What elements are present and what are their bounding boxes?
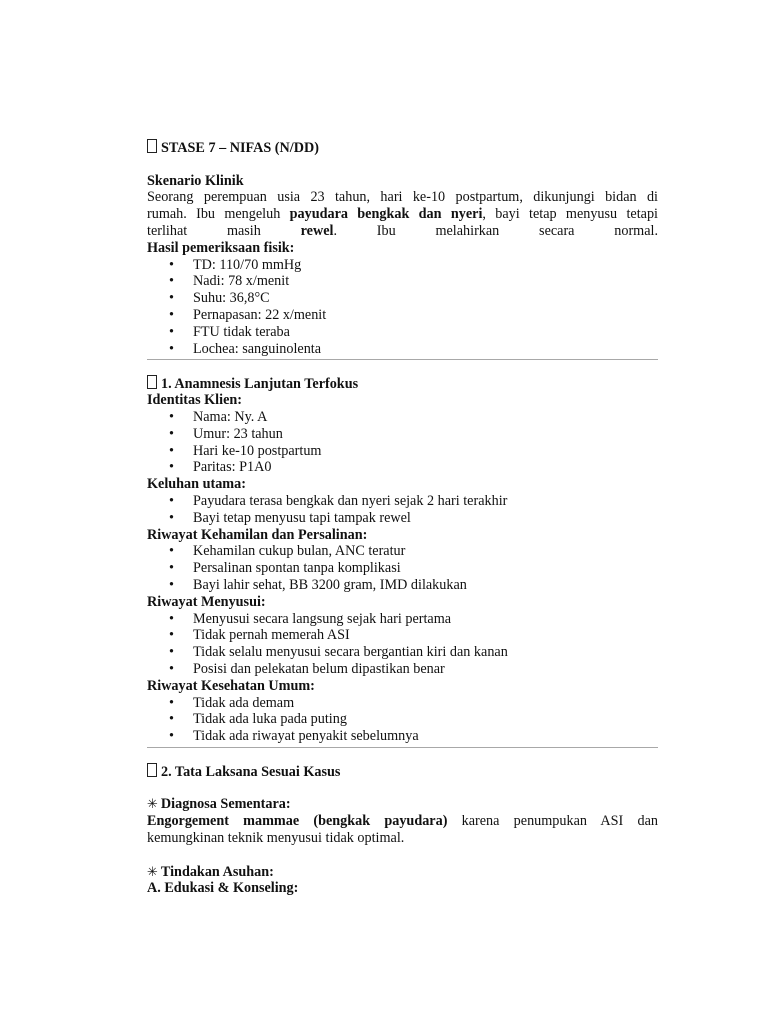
exam-heading: Hasil pemeriksaan fisik: [147,239,295,256]
checkbox-icon [147,375,157,389]
list-item: • Nama: Ny. A [169,408,268,425]
list-item: • Persalinan spontan tanpa komplikasi [169,560,401,577]
list-item: • Suhu: 36,8°C [169,290,270,307]
scenario-heading: Skenario Klinik [147,172,244,189]
list-item: • Umur: 23 tahun [169,425,283,442]
bullet-icon: • [169,644,174,661]
bullet-icon: • [169,492,174,509]
list-item: • Kehamilan cukup bulan, ANC teratur [169,543,406,560]
list-item: • TD: 110/70 mmHg [169,256,302,273]
section2-title: 2. Tata Laksana Sesuai Kasus [147,763,658,780]
scenario-line-1: Seorang perempuan usia 23 tahun, hari ke-10 postpartum, dikunjungi bidan di [147,189,658,206]
bullet-icon: • [169,728,174,745]
list-item: • Nadi: 78 x/menit [169,273,290,290]
bullet-icon: • [169,459,174,476]
asterisk-icon: ✳ [147,797,158,813]
diagnosis-line-2: kemungkinan teknik menyusui tidak optimal. [147,830,405,847]
list-item: • Bayi tetap menyusu tapi tampak rewel [169,509,411,526]
list-item: • Tidak selalu menyusui secara bergantian kiri dan kanan [169,644,508,661]
bullet-icon: • [169,660,174,677]
list-item: • Menyusui secara langsung sejak hari pertama [169,610,452,627]
diagnosis-heading: ✳ Diagnosa Sementara: [147,796,291,813]
scenario-line-3: terlihat masih rewel. Ibu melahirkan secara normal. [147,222,658,239]
bullet-icon: • [169,425,174,442]
list-item: • Hari ke-10 postpartum [169,442,322,459]
list-item: • Posisi dan pelekatan belum dipastikan benar [169,660,445,677]
checkbox-icon [147,139,157,153]
subsection-a-heading: A. Edukasi & Konseling: [147,880,299,897]
complaint-list [147,493,658,527]
identity-list [147,409,658,476]
bullet-icon: • [169,576,174,593]
bullet-icon: • [169,273,174,290]
bullet-icon: • [169,408,174,425]
bullet-icon: • [169,290,174,307]
group-heading: Keluhan utama: [147,476,246,493]
exam-list [147,257,658,358]
bullet-icon: • [169,560,174,577]
group-heading: Identitas Klien: [147,392,242,409]
group-heading: Riwayat Kesehatan Umum: [147,677,315,694]
list-item: • Lochea: sanguinolenta [169,340,322,357]
action-heading: ✳ Tindakan Asuhan: [147,863,274,880]
health-history-list [147,695,658,745]
bullet-icon: • [169,694,174,711]
list-item: • FTU tidak teraba [169,323,290,340]
list-item: • Paritas: P1A0 [169,459,272,476]
bullet-icon: • [169,340,174,357]
group-heading: Riwayat Kehamilan dan Persalinan: [147,526,368,543]
checkbox-icon [147,763,157,777]
list-item: • Pernapasan: 22 x/menit [169,306,327,323]
list-item: • Tidak pernah memerah ASI [169,627,350,644]
bullet-icon: • [169,442,174,459]
group-heading: Riwayat Menyusui: [147,593,266,610]
section1-title: 1. Anamnesis Lanjutan Terfokus [147,375,658,392]
bullet-icon: • [169,711,174,728]
pregnancy-list [147,543,658,593]
breastfeeding-list [147,611,658,678]
list-item: • Payudara terasa bengkak dan nyeri sejak 2 hari terakhir [169,492,508,509]
bullet-icon: • [169,543,174,560]
list-item: • Tidak ada luka pada puting [169,711,347,728]
bullet-icon: • [169,627,174,644]
scenario-line-2: rumah. Ibu mengeluh payudara bengkak dan nyeri, bayi tetap menyusu tetapi [147,206,658,223]
diagnosis-line-1: Engorgement mammae (bengkak payudara) karena penumpukan ASI dan [147,813,658,830]
asterisk-icon: ✳ [147,864,158,880]
list-item: • Tidak ada demam [169,694,295,711]
list-item: • Bayi lahir sehat, BB 3200 gram, IMD dilakukan [169,576,467,593]
bullet-icon: • [169,509,174,526]
stase-title: STASE 7 – NIFAS (N/DD) [147,139,658,156]
document-page [147,139,658,897]
bullet-icon: • [169,610,174,627]
bullet-icon: • [169,256,174,273]
bullet-icon: • [169,323,174,340]
bullet-icon: • [169,306,174,323]
list-item: • Tidak ada riwayat penyakit sebelumnya [169,728,419,745]
